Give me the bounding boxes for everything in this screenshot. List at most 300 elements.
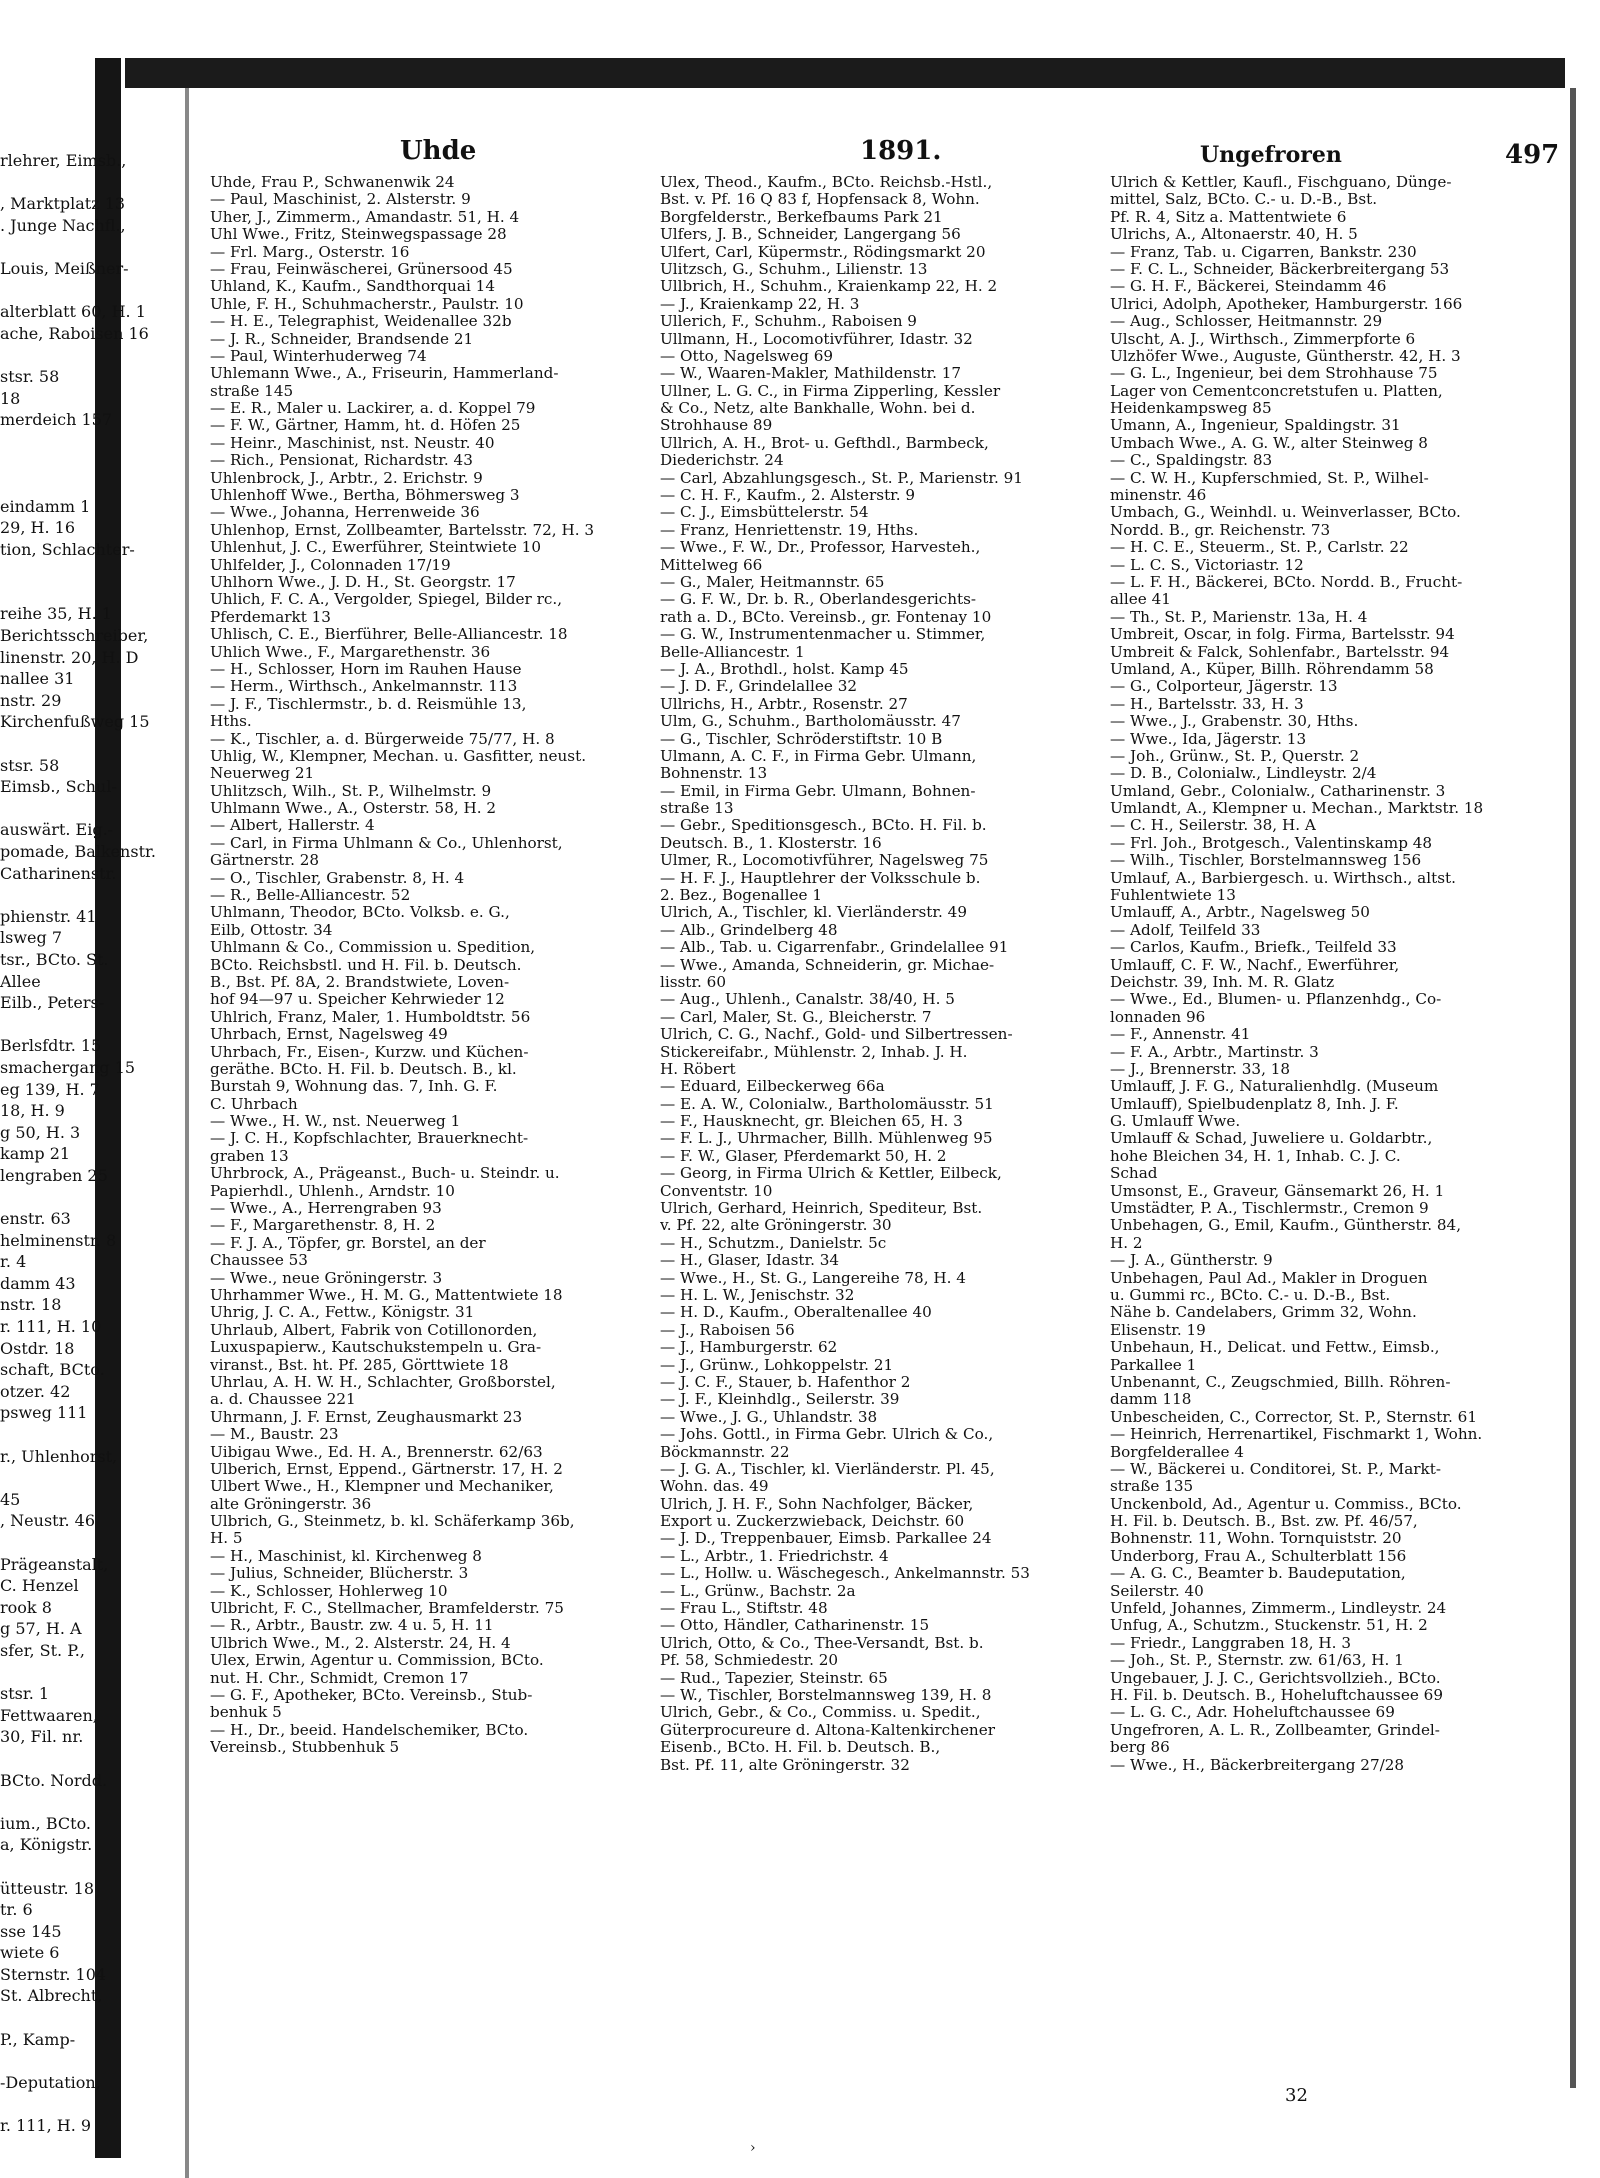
fragment-line: C. Henzel (0, 1576, 79, 1596)
directory-entry: Heidenkampsweg 85 (1110, 400, 1272, 418)
directory-entry: H. Fil. b. Deutsch. B., Hoheluftchaussee 69 (1110, 1686, 1443, 1704)
directory-entry: berg 86 (1110, 1739, 1170, 1757)
directory-entry: — Johs. Gottl., in Firma Gebr. Ulrich & Co., (660, 1426, 994, 1444)
fragment-line: tr. 6 (0, 1900, 33, 1920)
directory-entry: — Aug., Schlosser, Heitmannstr. 29 (1110, 313, 1383, 331)
directory-entry: — J., Raboisen 56 (660, 1321, 795, 1339)
fragment-line: nstr. 18 (0, 1295, 62, 1315)
directory-entry: — L., Arbtr., 1. Friedrichstr. 4 (660, 1547, 889, 1565)
fragment-line: sfer, St. P., (0, 1640, 85, 1660)
directory-entry: — C., Spaldingstr. 83 (1110, 452, 1273, 470)
running-head-right: Ungefroren (1200, 142, 1342, 168)
fragment-line: Catharinenstr. (0, 863, 117, 883)
signature-number: 32 (1285, 2085, 1308, 2106)
fragment-line (0, 1791, 175, 1813)
directory-entry: — Carl, Abzahlungsgesch., St. P., Marienstr. 91 (660, 469, 1023, 487)
directory-entry: Uhrmann, J. F. Ernst, Zeughausmarkt 23 (210, 1408, 523, 1426)
directory-entry: — G. W., Instrumentenmacher u. Stimmer, (660, 626, 986, 644)
directory-entry: Uhlenhut, J. C., Ewerführer, Steintwiete 10 (210, 539, 541, 557)
directory-entry: Uhrhammer Wwe., H. M. G., Mattentwiete 18 (210, 1287, 563, 1304)
directory-entry: Uhlemann Wwe., A., Friseurin, Hammerland- (210, 365, 559, 383)
previous-page-fragment (0, 150, 175, 2137)
directory-entry: Umland, Gebr., Colonialw., Catharinenstr. 3 (1110, 782, 1446, 800)
fragment-line: Ostdr. 18 (0, 1338, 75, 1358)
fragment-line: 18 (0, 388, 21, 408)
fragment-line (0, 884, 175, 906)
page-header (200, 130, 1560, 170)
directory-entry: Uhlenbrock, J., Arbtr., 2. Erichstr. 9 (210, 469, 483, 487)
directory-entry: hof 94—97 u. Speicher Kehrwieder 12 (210, 991, 505, 1009)
directory-entry: benhuk 5 (210, 1704, 282, 1722)
directory-entry: — C. H. F., Kaufm., 2. Alsterstr. 9 (660, 487, 916, 505)
page-fold (185, 88, 189, 2178)
directory-entry: — Frl. Marg., Osterstr. 16 (210, 243, 410, 261)
directory-entry: — J. C. H., Kopfschlachter, Brauerknecht- (210, 1130, 529, 1148)
directory-entry: — Alb., Tab. u. Cigarrenfabr., Grindelallee 91 (660, 939, 1009, 957)
directory-entry: Uhlitzsch, Wilh., St. P., Wilhelmstr. 9 (210, 782, 492, 800)
directory-entry: Pferdemarkt 13 (210, 608, 331, 626)
fragment-line: r. 4 (0, 1252, 27, 1272)
directory-entry: Ullmann, H., Locomotivführer, Idastr. 32 (660, 330, 973, 348)
fragment-line: Kirchenfußweg 15 (0, 712, 150, 732)
directory-entry: Ulex, Erwin, Agentur u. Commission, BCto. (210, 1652, 544, 1670)
fragment-line: alterblatt 60, H. 1 (0, 302, 146, 322)
directory-entry: Bohnenstr. 11, Wohn. Tornquiststr. 20 (1110, 1530, 1402, 1548)
directory-entry: Uhlich, F. C. A., Vergolder, Spiegel, Bilder rc., (210, 591, 563, 609)
directory-entry: — Paul, Winterhuderweg 74 (210, 347, 427, 365)
fragment-line: g 57, H. A (0, 1619, 82, 1639)
directory-entry: u. Gummi rc., BCto. C.- u. D.-B., Bst. (1110, 1287, 1391, 1304)
directory-entry: Umbach Wwe., A. G. W., alter Steinweg 8 (1110, 434, 1428, 452)
fragment-line: kamp 21 (0, 1144, 71, 1164)
fragment-line (0, 280, 175, 302)
fragment-line: enstr. 63 (0, 1209, 71, 1229)
directory-entry: — Wwe., Ed., Blumen- u. Pflanzenhdg., Co- (1110, 991, 1442, 1009)
directory-entry: Umlauff, A., Arbtr., Nagelsweg 50 (1110, 904, 1370, 922)
directory-entry: Neuerweg 21 (210, 765, 315, 783)
directory-entry: — G., Colporteur, Jägerstr. 13 (1110, 678, 1338, 696)
directory-entry: Unbescheiden, C., Corrector, St. P., Sternstr. 61 (1110, 1408, 1477, 1426)
directory-entry: Deutsch. B., 1. Klosterstr. 16 (660, 834, 882, 852)
directory-entry: G. Umlauff Wwe. (1110, 1113, 1241, 1131)
directory-entry: — R., Arbtr., Baustr. zw. 4 u. 5, H. 11 (210, 1617, 494, 1635)
directory-entry: Uhrlaub, Albert, Fabrik von Cotillonorden, (210, 1321, 538, 1339)
fragment-line: wiete 6 (0, 1943, 60, 1963)
fragment-line: , Marktplatz 13 (0, 194, 126, 214)
directory-entry: — Rich., Pensionat, Richardstr. 43 (210, 452, 473, 470)
fragment-line (0, 2007, 175, 2029)
directory-entry: Böckmannstr. 22 (660, 1443, 790, 1461)
directory-entry: Luxuspapierw., Kautschukstempeln u. Gra- (210, 1339, 542, 1357)
directory-entry: — H., Schlosser, Horn im Rauhen Hause (210, 660, 522, 678)
directory-entry: — H. D., Kaufm., Oberaltenallee 40 (660, 1304, 932, 1322)
fragment-line: eg 139, H. 7 (0, 1079, 100, 1099)
directory-entry: — Rud., Tapezier, Steinstr. 65 (660, 1669, 888, 1687)
fragment-line (0, 733, 175, 755)
fragment-line: sse 145 (0, 1921, 62, 1941)
directory-entry: Uhlich Wwe., F., Margarethenstr. 36 (210, 643, 491, 661)
directory-entry: Unbehagen, Paul Ad., Makler in Droguen (1110, 1269, 1428, 1287)
directory-entry: — H., Dr., beeid. Handelschemiker, BCto. (210, 1721, 529, 1739)
directory-entry: alte Gröningerstr. 36 (210, 1495, 372, 1513)
directory-entry: Uhlrich, Franz, Maler, 1. Humboldtstr. 56 (210, 1008, 531, 1026)
directory-entry: — Paul, Maschinist, 2. Alsterstr. 9 (210, 191, 471, 209)
directory-entry: Schad (1110, 1165, 1158, 1183)
directory-entry: allee 41 (1110, 591, 1171, 609)
fragment-line (0, 1014, 175, 1036)
directory-entry: Uhlenhoff Wwe., Bertha, Böhmersweg 3 (210, 487, 520, 505)
fragment-line: Eilb., Peters- (0, 993, 105, 1013)
directory-entry: Ungefroren, A. L. R., Zollbeamter, Grindel- (1110, 1721, 1440, 1739)
directory-entry: Uhlhorn Wwe., J. D. H., St. Georgstr. 17 (210, 573, 516, 591)
fragment-line: reihe 35, H. 1 (0, 604, 112, 624)
directory-entry: Uhlenhop, Ernst, Zollbeamter, Bartelsstr. 72, H. 3 (210, 521, 595, 539)
directory-entry: — F. L. J., Uhrmacher, Billh. Mühlenweg 95 (660, 1130, 993, 1148)
directory-entry: — J. R., Schneider, Brandsende 21 (210, 330, 474, 348)
directory-entry: lisstr. 60 (660, 973, 726, 991)
directory-entry: Umlauf, A., Barbiergesch. u. Wirthsch., altst. (1110, 869, 1456, 887)
directory-entry: — J., Hamburgerstr. 62 (660, 1339, 838, 1357)
directory-entry: — H. L. W., Jenischstr. 32 (660, 1287, 855, 1304)
fragment-line: lengraben 25 (0, 1165, 108, 1185)
directory-entry: Umlauff), Spielbudenplatz 8, Inh. J. F. (1110, 1095, 1399, 1113)
directory-entry: Seilerstr. 40 (1110, 1582, 1204, 1600)
directory-entry: — K., Schlosser, Hohlerweg 10 (210, 1582, 448, 1600)
directory-entry: — L. G. C., Adr. Hoheluftchaussee 69 (1110, 1704, 1395, 1722)
directory-entry: — Joh., St. P., Sternstr. zw. 61/63, H. 1 (1110, 1652, 1404, 1670)
directory-entry: — Wwe., A., Herrengraben 93 (210, 1200, 442, 1218)
directory-entry: Uhlisch, C. E., Bierführer, Belle-Alliancestr. 18 (210, 626, 568, 644)
directory-entry: — Friedr., Langgraben 18, H. 3 (1110, 1634, 1351, 1652)
directory-entry: — D. B., Colonialw., Lindleystr. 2/4 (1110, 765, 1377, 783)
fragment-line: linenstr. 20, H. D (0, 647, 139, 667)
directory-entry: damm 118 (1110, 1391, 1192, 1409)
directory-entry: Umlauff, C. F. W., Nachf., Ewerführer, (1110, 956, 1400, 974)
directory-entry: Fuhlentwiete 13 (1110, 887, 1236, 905)
directory-entry: — H., Schutzm., Danielstr. 5c (660, 1234, 887, 1252)
directory-entry: — Wilh., Tischler, Borstelmannsweg 156 (1110, 852, 1422, 870)
fragment-line: pomade, Balkenstr. (0, 842, 156, 861)
fragment-line: 29, H. 16 (0, 518, 76, 538)
fragment-line (0, 431, 175, 453)
directory-entry: Chaussee 53 (210, 1252, 308, 1270)
directory-entry: Ulrich, Otto, & Co., Thee-Versandt, Bst. b. (660, 1634, 984, 1652)
directory-entry: viranst., Bst. ht. Pf. 285, Görttwiete 18 (210, 1356, 509, 1374)
directory-entry: — Georg, in Firma Ulrich & Kettler, Eilbeck, (660, 1165, 1002, 1183)
directory-entry: Strohhause 89 (660, 417, 773, 435)
directory-entry: — Emil, in Firma Gebr. Ulmann, Bohnen- (660, 782, 976, 800)
fragment-line (0, 172, 175, 194)
fragment-line: phienstr. 41 (0, 906, 97, 926)
directory-entry: — Carl, in Firma Uhlmann & Co., Uhlenhorst, (210, 834, 563, 852)
directory-entry: — M., Baustr. 23 (210, 1426, 339, 1444)
directory-entry: Ulscht, A. J., Wirthsch., Zimmerpforte 6 (1110, 330, 1416, 348)
directory-entry: Eisenb., BCto. H. Fil. b. Deutsch. B., (660, 1739, 941, 1757)
directory-entry: rath a. D., BCto. Vereinsb., gr. Fontenay 10 (660, 608, 992, 626)
directory-entry: — Wwe., Amanda, Schneiderin, gr. Michae- (660, 956, 995, 974)
directory-entry: Ulmer, R., Locomotivführer, Nagelsweg 75 (660, 852, 989, 870)
directory-entry: — F. A., Arbtr., Martinstr. 3 (1110, 1043, 1319, 1061)
directory-entry: — G. L., Ingenieur, bei dem Strohhause 75 (1110, 365, 1438, 383)
fragment-line: g 50, H. 3 (0, 1122, 81, 1142)
directory-entry: Underborg, Frau A., Schulterblatt 156 (1110, 1547, 1407, 1565)
directory-entry: Uhlmann, Theodor, BCto. Volksb. e. G., (210, 904, 510, 922)
fragment-line: ium., BCto. (0, 1813, 92, 1833)
scan-right-bar (1570, 88, 1576, 2088)
directory-entry: — G., Tischler, Schröderstiftstr. 10 B (660, 730, 943, 748)
fragment-line (0, 1662, 175, 1684)
directory-entry: lonnaden 96 (1110, 1008, 1206, 1026)
fragment-line: otzer. 42 (0, 1381, 71, 1401)
directory-entry: — R., Belle-Alliancestr. 52 (210, 887, 411, 905)
fragment-line (0, 344, 175, 366)
fragment-line (0, 1748, 175, 1770)
directory-entry: Uhrig, J. C. A., Fettw., Königstr. 31 (210, 1304, 475, 1322)
year-heading: 1891. (860, 136, 942, 166)
fragment-line: lsweg 7 (0, 928, 62, 948)
directory-entry: — L., Grünw., Bachstr. 2a (660, 1582, 856, 1600)
fragment-line: ütteustr. 18 (0, 1878, 94, 1898)
directory-entry: Uher, J., Zimmerm., Amandastr. 51, H. 4 (210, 208, 520, 226)
directory-entry: Umbreit & Falck, Sohlenfabr., Bartelsstr. 94 (1110, 643, 1450, 661)
directory-entry: — O., Tischler, Grabenstr. 8, H. 4 (210, 869, 465, 887)
fragment-line: P., Kamp- (0, 2029, 76, 2049)
directory-entry: — H. E., Telegraphist, Weidenallee 32b (210, 313, 512, 331)
fragment-line: tion, Schlachter- (0, 539, 135, 559)
directory-entry: — Frau L., Stiftstr. 48 (660, 1600, 828, 1618)
fragment-line: stsr. 1 (0, 1684, 50, 1704)
fragment-line: smachergang 15 (0, 1057, 136, 1077)
directory-entry: Pf. 58, Schmiedestr. 20 (660, 1652, 839, 1670)
directory-entry: Ulberich, Ernst, Eppend., Gärtnerstr. 17, H. 2 (210, 1460, 563, 1478)
directory-entry: Ulfert, Carl, Küpermstr., Rödingsmarkt 20 (660, 243, 986, 261)
directory-entry: straße 145 (210, 382, 294, 400)
directory-entry: Pf. R. 4, Sitz a. Mattentwiete 6 (1110, 208, 1347, 226)
directory-entry: — W., Bäckerei u. Conditorei, St. P., Markt- (1110, 1460, 1441, 1478)
directory-entry: Uhrlau, A. H. W. H., Schlachter, Großborstel, (210, 1373, 556, 1391)
directory-entry: Ullrich, A. H., Brot- u. Gefthdl., Barmbeck, (660, 434, 989, 452)
running-head-left: Uhde (400, 136, 477, 166)
directory-entry: — H., Bartelsstr. 33, H. 3 (1110, 695, 1304, 713)
directory-entry: — J. G. A., Tischler, kl. Vierländerstr. Pl. 45, (660, 1460, 995, 1478)
directory-entry: Unbehaun, H., Delicat. und Fettw., Eimsb., (1110, 1339, 1440, 1357)
fragment-line: nallee 31 (0, 669, 75, 689)
fragment-line (0, 798, 175, 820)
directory-entry: Ullbrich, H., Schuhm., Kraienkamp 22, H. 2 (660, 278, 998, 296)
directory-entry: — J. A., Brothdl., holst. Kamp 45 (660, 660, 909, 678)
directory-entry: Umbach, G., Weinhdl. u. Weinverlasser, BCto. (1110, 504, 1461, 522)
directory-entry: — Frl. Joh., Brotgesch., Valentinskamp 48 (1110, 834, 1433, 852)
fragment-line: Sternstr. 104 (0, 1964, 107, 1984)
fragment-line (0, 1467, 175, 1489)
directory-entry: Elisenstr. 19 (1110, 1321, 1206, 1339)
directory-entry: Ulitzsch, G., Schuhm., Lilienstr. 13 (660, 260, 928, 278)
directory-entry: — J., Brennerstr. 33, 18 (1110, 1060, 1291, 1078)
fragment-line (0, 1187, 175, 1209)
directory-entry: Umsonst, E., Graveur, Gänsemarkt 26, H. 1 (1110, 1182, 1445, 1200)
fragment-line: Berichtsschreiber, (0, 626, 149, 646)
directory-entry: straße 13 (660, 800, 734, 818)
directory-entry: Unbenannt, C., Zeugschmied, Billh. Röhren- (1110, 1373, 1451, 1391)
directory-entry: Umlauff & Schad, Juweliere u. Goldarbtr., (1110, 1130, 1433, 1148)
directory-entry: — W., Waaren-Makler, Mathildenstr. 17 (660, 365, 962, 383)
fragment-line: . Junge Nachfl., (0, 215, 126, 235)
fragment-line: nstr. 29 (0, 690, 62, 710)
directory-entry: Borgfelderstr., Berkefbaums Park 21 (660, 208, 943, 226)
directory-entry: hohe Bleichen 34, H. 1, Inhab. C. J. C. (1110, 1147, 1401, 1165)
fragment-line: rook 8 (0, 1597, 52, 1617)
directory-entry: — Julius, Schneider, Blücherstr. 3 (210, 1565, 469, 1583)
directory-entry: Ulbrich Wwe., M., 2. Alsterstr. 24, H. 4 (210, 1634, 511, 1652)
directory-entry: — Wwe., H., Bäckerbreitergang 27/28 (1110, 1756, 1405, 1774)
directory-entry: H. Fil. b. Deutsch. B., Bst. zw. Pf. 46/57, (1110, 1513, 1418, 1531)
fragment-line (0, 236, 175, 258)
directory-entry: — Wwe., Ida, Jägerstr. 13 (1110, 730, 1307, 748)
directory-entry: — Wwe., Johanna, Herrenweide 36 (210, 504, 480, 522)
directory-entry: — Franz, Tab. u. Cigarren, Bankstr. 230 (1110, 243, 1417, 261)
fragment-line: psweg 111 (0, 1403, 88, 1423)
directory-entry: Belle-Alliancestr. 1 (660, 643, 805, 661)
directory-entry: Ulrich, Gerhard, Heinrich, Spediteur, Bst. (660, 1200, 983, 1218)
directory-entry: 2. Bez., Bogenallee 1 (660, 887, 822, 905)
directory-entry: Ulrici, Adolph, Apotheker, Hamburgerstr. 166 (1110, 295, 1463, 313)
directory-entry: Stickereifabr., Mühlenstr. 2, Inhab. J. H. (660, 1043, 968, 1061)
directory-entry: Ulrich, J. H. F., Sohn Nachfolger, Bäcker, (660, 1495, 974, 1513)
directory-entry: — Carlos, Kaufm., Briefk., Teilfeld 33 (1110, 939, 1397, 957)
directory-entry: — Gebr., Speditionsgesch., BCto. H. Fil. b. (660, 817, 987, 835)
directory-entry: Mittelweg 66 (660, 556, 763, 574)
directory-entry: Uhlig, W., Klempner, Mechan. u. Gasfitter, neust. (210, 747, 587, 765)
directory-entry: H. 2 (1110, 1234, 1143, 1252)
directory-entry: — J., Kraienkamp 22, H. 3 (660, 295, 860, 313)
directory-entry: — Heinr., Maschinist, nst. Neustr. 40 (210, 434, 495, 452)
fragment-line: 45 (0, 1489, 21, 1509)
directory-entry: Bst. v. Pf. 16 Q 83 f, Hopfensack 8, Wohn. (660, 191, 980, 209)
directory-entry: — C. J., Eimsbüttelerstr. 54 (660, 504, 869, 522)
fragment-line: eindamm 1 (0, 496, 91, 516)
directory-entry: Uhlfelder, J., Colonnaden 17/19 (210, 556, 451, 574)
fragment-line: Prägeanstalt, (0, 1554, 109, 1574)
directory-entry: a. d. Chaussee 221 (210, 1391, 356, 1409)
directory-entry: Umland, A., Küper, Billh. Röhrendamm 58 (1110, 660, 1434, 678)
directory-entry: Umlauff, J. F. G., Naturalienhdlg. (Museum (1110, 1078, 1439, 1096)
directory-entry: Ulrichs, A., Altonaerstr. 40, H. 5 (1110, 226, 1358, 244)
directory-entry: Ulmann, A. C. F., in Firma Gebr. Ulmann, (660, 747, 977, 765)
directory-entry: Uhde, Frau P., Schwanenwik 24 (210, 174, 455, 191)
directory-entry: Ullrichs, H., Arbtr., Rosenstr. 27 (660, 695, 908, 713)
directory-entry: — Joh., Grünw., St. P., Querstr. 2 (1110, 747, 1360, 765)
column-2 (660, 174, 1090, 1774)
directory-entry: — C. H., Seilerstr. 38, H. A (1110, 817, 1316, 835)
directory-entry: — Frau, Feinwäscherei, Grünersood 45 (210, 260, 513, 278)
fragment-line (0, 1424, 175, 1446)
fragment-line: r. 111, H. 9 (0, 2116, 92, 2136)
directory-entry: Nordd. B., gr. Reichenstr. 73 (1110, 521, 1331, 539)
directory-entry: — F., Margarethenstr. 8, H. 2 (210, 1217, 436, 1235)
directory-entry: Ulrich, C. G., Nachf., Gold- und Silbertressen- (660, 1026, 1013, 1044)
fragment-line (0, 1856, 175, 1878)
column-3 (1110, 174, 1555, 1774)
fragment-line: merdeich 157 (0, 410, 113, 430)
directory-entry: Uhrbrock, A., Prägeanst., Buch- u. Steindr. u. (210, 1165, 560, 1183)
directory-entry: — J. A., Güntherstr. 9 (1110, 1252, 1273, 1270)
directory-entry: Ulrich, Gebr., & Co., Commiss. u. Spedit., (660, 1704, 981, 1722)
directory-entry: — Wwe., H. W., nst. Neuerweg 1 (210, 1113, 461, 1131)
fragment-line: -Deputation, (0, 2072, 101, 2092)
directory-entry: Ulbrich, G., Steinmetz, b. kl. Schäferkamp 36b, (210, 1513, 575, 1531)
directory-entry: minenstr. 46 (1110, 487, 1207, 505)
directory-entry: Vereinsb., Stubbenhuk 5 (210, 1739, 400, 1757)
fragment-line: , Neustr. 46 (0, 1511, 96, 1531)
directory-entry: — Wwe., J. G., Uhlandstr. 38 (660, 1408, 878, 1426)
directory-entry: — J. F., Tischlermstr., b. d. Reismühle 13, (210, 695, 527, 713)
directory-entry: — Otto, Nagelsweg 69 (660, 347, 834, 365)
fragment-line: Eimsb., Schul- (0, 777, 117, 797)
directory-entry: Eilb, Ottostr. 34 (210, 921, 333, 939)
directory-entry: Uhlmann & Co., Commission u. Spedition, (210, 939, 536, 957)
directory-entry: — Eduard, Eilbeckerweg 66a (660, 1078, 885, 1096)
fragment-line: r. 111, H. 10 (0, 1317, 102, 1337)
fragment-line: 30, Fil. nr. (0, 1727, 84, 1747)
directory-entry: nut. H. Chr., Schmidt, Cremon 17 (210, 1669, 469, 1687)
fragment-line: schaft, BCto. (0, 1360, 105, 1380)
fragment-line: ache, Raboisen 16 (0, 323, 149, 343)
page-number: 497 (1505, 140, 1560, 170)
directory-entry: Uhl Wwe., Fritz, Steinwegspassage 28 (210, 226, 507, 244)
directory-entry: Lager von Cementconcretstufen u. Platten, (1110, 382, 1443, 400)
directory-entry: Borgfelderallee 4 (1110, 1443, 1244, 1461)
fragment-line: auswärt. Eig.- (0, 820, 114, 840)
directory-entry: — Wwe., neue Gröningerstr. 3 (210, 1269, 443, 1287)
fragment-line: St. Albrecht, (0, 1986, 103, 2006)
directory-entry: — K., Tischler, a. d. Bürgerweide 75/77, H. 8 (210, 730, 555, 748)
directory-entry: — E. R., Maler u. Lackirer, a. d. Koppel 79 (210, 400, 536, 418)
directory-entry: — Th., St. P., Marienstr. 13a, H. 4 (1110, 608, 1368, 626)
directory-entry: — L., Hollw. u. Wäschegesch., Ankelmannstr. 53 (660, 1565, 1030, 1583)
fragment-line (0, 560, 175, 582)
fragment-line: Berlsfdtr. 15 (0, 1036, 102, 1056)
directory-entry: Ulfers, J. B., Schneider, Langergang 56 (660, 226, 961, 244)
directory-entry: & Co., Netz, alte Bankhalle, Wohn. bei d. (660, 400, 976, 418)
directory-entry: — J. F., Kleinhdlg., Seilerstr. 39 (660, 1391, 900, 1409)
directory-entry: — Heinrich, Herrenartikel, Fischmarkt 1, Wohn. (1110, 1426, 1483, 1444)
directory-entry: — H., Glaser, Idastr. 34 (660, 1252, 840, 1270)
directory-entry: Umstädter, P. A., Tischlermstr., Cremon 9 (1110, 1200, 1429, 1218)
directory-entry: H. 5 (210, 1530, 243, 1548)
fragment-line: BCto. Nordd. (0, 1770, 108, 1790)
directory-entry: — Otto, Händler, Catharinenstr. 15 (660, 1617, 930, 1635)
directory-entry: — L. F. H., Bäckerei, BCto. Nordd. B., Frucht- (1110, 573, 1463, 591)
directory-entry: — F. C. L., Schneider, Bäckerbreitergang 53 (1110, 260, 1450, 278)
fragment-line (0, 452, 175, 474)
directory-entry: — F. W., Glaser, Pferdemarkt 50, H. 2 (660, 1147, 947, 1165)
directory-entry: — L. C. S., Victoriastr. 12 (1110, 556, 1304, 574)
directory-entry: — F., Hausknecht, gr. Bleichen 65, H. 3 (660, 1113, 963, 1131)
fragment-line: Allee (0, 971, 41, 991)
directory-entry: — Albert, Hallerstr. 4 (210, 817, 375, 835)
directory-entry: — J. D., Treppenbauer, Eimsb. Parkallee 24 (660, 1530, 992, 1548)
directory-entry: — F. W., Gärtner, Hamm, ht. d. Höfen 25 (210, 417, 521, 435)
fragment-line (0, 2050, 175, 2072)
directory-entry: Unfug, A., Schutzm., Stuckenstr. 51, H. 2 (1110, 1617, 1428, 1635)
directory-entry: Papierhdl., Uhlenh., Arndstr. 10 (210, 1182, 455, 1200)
fragment-line (0, 582, 175, 604)
directory-entry: Parkallee 1 (1110, 1356, 1197, 1374)
fragment-line (0, 2093, 175, 2115)
fragment-line: stsr. 58 (0, 366, 60, 386)
directory-entry: Unbehagen, G., Emil, Kaufm., Güntherstr. 84, (1110, 1217, 1462, 1235)
directory-entry: — Carl, Maler, St. G., Bleicherstr. 7 (660, 1008, 932, 1026)
